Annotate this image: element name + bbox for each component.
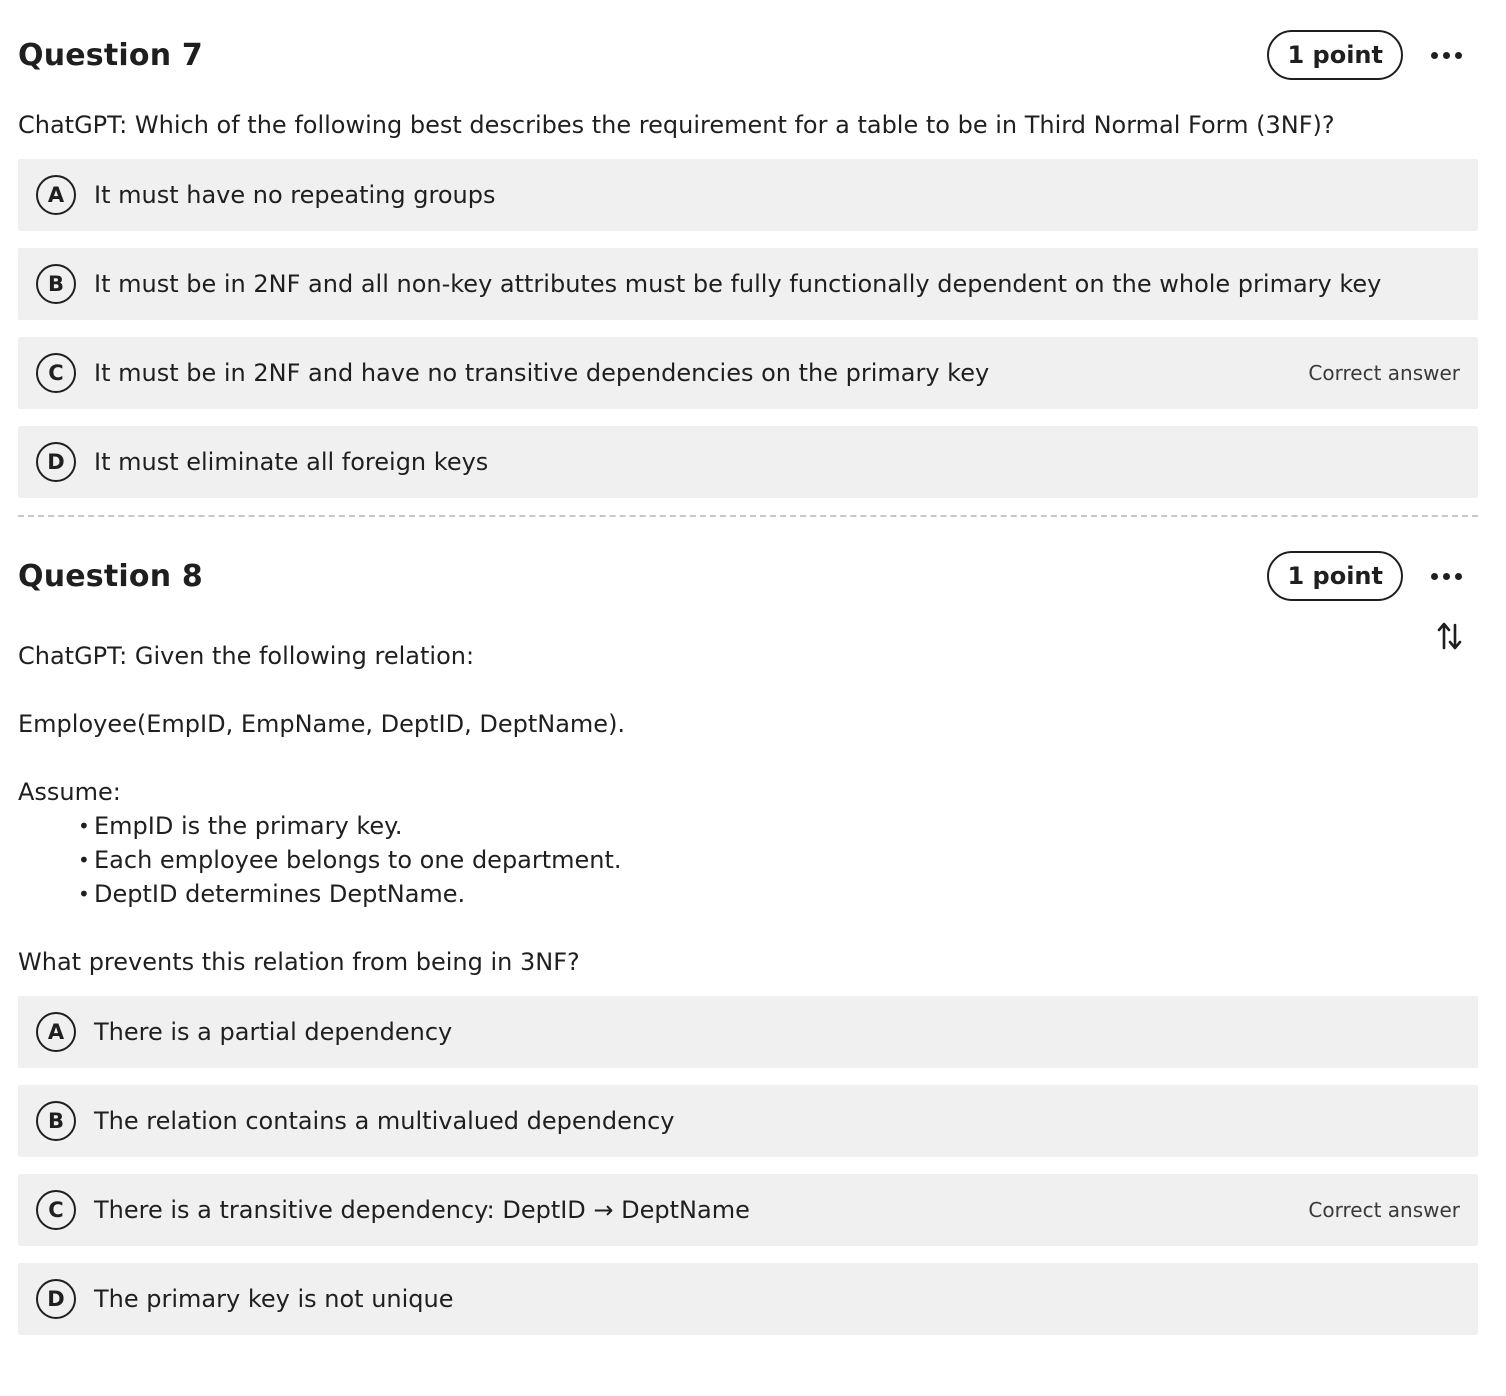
option-text: There is a partial dependency: [94, 1018, 453, 1046]
points-badge: 1 point: [1267, 30, 1403, 80]
more-options-icon[interactable]: [1429, 46, 1464, 65]
assume-label: Assume:: [18, 778, 121, 806]
option-text: There is a transitive dependency: DeptID → DeptName: [94, 1196, 750, 1224]
question-title: Question 8: [18, 558, 203, 594]
option-b[interactable]: [18, 1085, 1478, 1157]
option-letter-badge: A: [36, 1012, 76, 1052]
option-letter-badge: C: [36, 1190, 76, 1230]
option-letter-badge: A: [36, 175, 76, 215]
question-7: [18, 0, 1478, 498]
correct-answer-label: Correct answer: [1308, 361, 1460, 385]
question-header: [18, 0, 1478, 80]
question-actions: [1267, 30, 1464, 80]
option-c[interactable]: [18, 1174, 1478, 1246]
option-text: The relation contains a multivalued dependency: [94, 1107, 675, 1135]
option-letter-badge: D: [36, 442, 76, 482]
question-prompt-text: ChatGPT: Which of the following best describes the requirement for a table to be in Third Normal Form (3NF)?: [18, 111, 1335, 139]
question-prompt: [18, 108, 1478, 142]
option-letter-badge: B: [36, 264, 76, 304]
question-8: [18, 517, 1478, 1335]
question-header: [18, 517, 1478, 603]
option-a[interactable]: [18, 159, 1478, 231]
option-letter-badge: C: [36, 353, 76, 393]
option-text: The primary key is not unique: [94, 1285, 454, 1313]
question-text: What prevents this relation from being in 3NF?: [18, 948, 580, 976]
option-b[interactable]: [18, 248, 1478, 320]
question-actions: [1267, 551, 1464, 601]
option-d[interactable]: [18, 426, 1478, 498]
reorder-arrows-icon[interactable]: [1436, 621, 1464, 655]
option-text: It must be in 2NF and all non-key attributes must be fully functionally dependent on the whole primary key: [94, 270, 1382, 298]
option-d[interactable]: [18, 1263, 1478, 1335]
option-letter-badge: D: [36, 1279, 76, 1319]
option-text: It must eliminate all foreign keys: [94, 448, 489, 476]
option-text: It must have no repeating groups: [94, 181, 496, 209]
points-badge: 1 point: [1267, 551, 1403, 601]
question-prompt: [18, 639, 1478, 979]
assumption-item: • EmpID is the primary key.: [78, 809, 1478, 843]
option-a[interactable]: [18, 996, 1478, 1068]
prompt-intro: ChatGPT: Given the following relation:: [18, 642, 475, 670]
option-c[interactable]: [18, 337, 1478, 409]
more-options-icon[interactable]: [1429, 567, 1464, 586]
assumption-item: • Each employee belongs to one department.: [78, 843, 1478, 877]
option-text: It must be in 2NF and have no transitive dependencies on the primary key: [94, 359, 990, 387]
correct-answer-label: Correct answer: [1308, 1198, 1460, 1222]
assumption-list: [18, 809, 1478, 911]
question-title: Question 7: [18, 37, 203, 73]
relation-definition: Employee(EmpID, EmpName, DeptID, DeptName).: [18, 710, 626, 738]
option-letter-badge: B: [36, 1101, 76, 1141]
assumption-item: • DeptID determines DeptName.: [78, 877, 1478, 911]
